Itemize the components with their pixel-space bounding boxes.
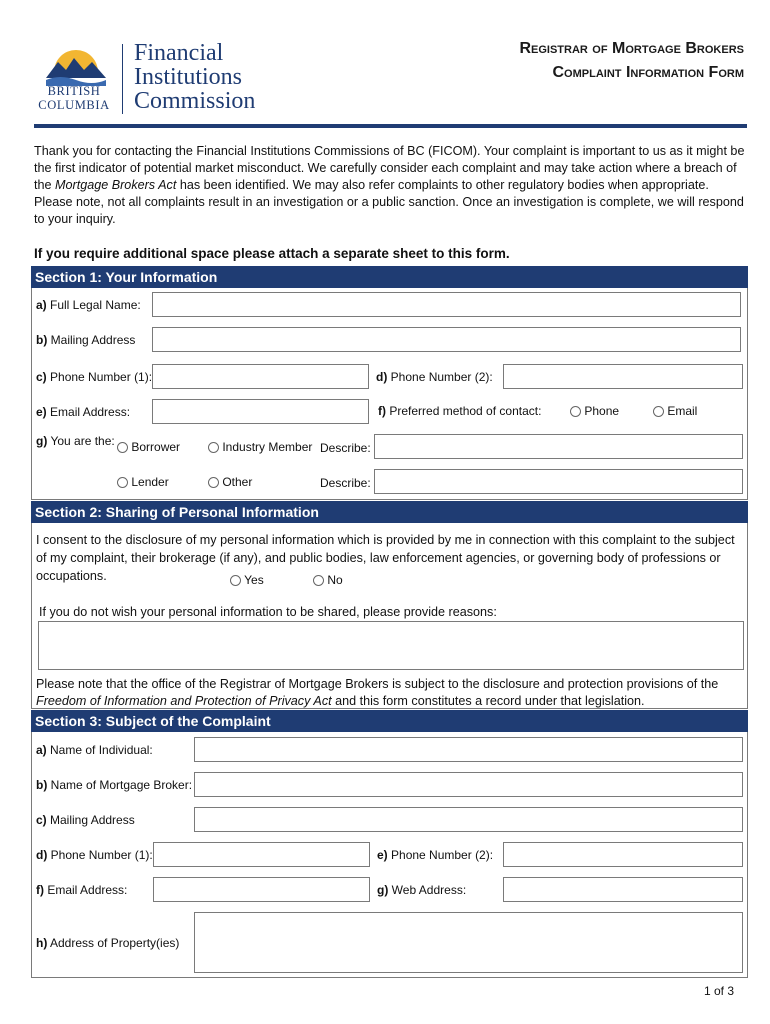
s1-describe2-input[interactable] [374, 469, 743, 494]
section2-header: Section 2: Sharing of Personal Information [31, 501, 748, 523]
s2-privacy-note: Please note that the office of the Registrar of Mortgage Brokers is subject to the disclosure and protection provisions of the Freedom of Information and Protection of Privacy Act and this form constitutes a record under that legislation. [36, 677, 719, 708]
s1-industry-radio[interactable]: Industry Member [208, 440, 312, 454]
intro-act-name: Mortgage Brokers Act [55, 178, 177, 192]
radio-icon[interactable] [208, 442, 219, 453]
section1-header: Section 1: Your Information [31, 266, 748, 288]
s1-b-label: b) Mailing Address [36, 333, 136, 347]
logo-bc-line1: BRITISH [47, 84, 101, 98]
s1-describe2-label: Describe: [320, 476, 371, 490]
s2-privacy-act-name: Freedom of Information and Protection of Privacy Act [36, 694, 332, 708]
radio-icon[interactable] [653, 406, 664, 417]
s1-c-label: c) Phone Number (1): [36, 370, 153, 384]
s1-g-label: g) You are the: [36, 434, 115, 448]
intro-paragraph: Thank you for contacting the Financial Institutions Commissions of BC (FICOM). Your complaint is important to us as it might be the first indicator of potential market misconduct. We carefully consider each complaint and may take action where a breach of the Mortgage Brokers Act has been identified. We may also refer complaints to other regulatory bodies when appropriate. Please note, not all complaints result in an investigation or a public sanction. Once an investigation is complete, we will respond to your inquiry. [34, 144, 745, 226]
logo-org-line2: Institutions [134, 64, 243, 90]
s3-d-label: d) Phone Number (1): [36, 848, 153, 862]
s1-describe1-label: Describe: [320, 441, 371, 455]
s1-d-label: d) Phone Number (2): [376, 370, 493, 384]
s1-lender-radio[interactable]: Lender [117, 475, 169, 489]
radio-icon[interactable] [117, 477, 128, 488]
s3-mailing-address-input[interactable] [194, 807, 743, 832]
s3-email-input[interactable] [153, 877, 370, 902]
s1-email-input[interactable] [152, 399, 369, 424]
additional-space-note: If you require additional space please attach a separate sheet to this form. [34, 246, 510, 261]
s2-reasons-textarea[interactable] [38, 621, 744, 670]
s3-property-address-textarea[interactable] [194, 912, 743, 973]
s1-full-legal-name-input[interactable] [152, 292, 741, 317]
s1-mailing-address-input[interactable] [152, 327, 741, 352]
s3-phone2-input[interactable] [503, 842, 743, 867]
s3-mortgage-broker-input[interactable] [194, 772, 743, 797]
form-title-line2: Complaint Information Form [552, 64, 744, 81]
s3-name-individual-input[interactable] [194, 737, 743, 762]
logo-bc-line2: COLUMBIA [38, 98, 110, 112]
radio-icon[interactable] [570, 406, 581, 417]
radio-icon[interactable] [208, 477, 219, 488]
s1-other-radio[interactable]: Other [208, 475, 252, 489]
s2-yes-radio[interactable]: Yes [230, 573, 264, 587]
s1-borrower-radio[interactable]: Borrower [117, 440, 180, 454]
s3-phone1-input[interactable] [153, 842, 370, 867]
s1-phone1-input[interactable] [152, 364, 369, 389]
s1-contact-email-radio[interactable]: Email [653, 404, 697, 418]
form-title-line1: Registrar of Mortgage Brokers [519, 40, 744, 57]
radio-icon[interactable] [313, 575, 324, 586]
s3-web-address-input[interactable] [503, 877, 743, 902]
s1-e-label: e) Email Address: [36, 405, 131, 419]
s1-a-label: a) Full Legal Name: [36, 298, 141, 312]
logo-org-line1: Financial [134, 40, 224, 66]
logo-org-line3: Commission [134, 88, 256, 114]
s2-no-radio[interactable]: No [313, 573, 343, 587]
s3-h-label: h) Address of Property(ies) [36, 936, 180, 950]
logo-divider [122, 44, 123, 114]
s1-describe1-input[interactable] [374, 434, 743, 459]
radio-icon[interactable] [117, 442, 128, 453]
page-number: 1 of 3 [703, 984, 734, 998]
s3-b-label: b) Name of Mortgage Broker: [36, 778, 193, 792]
s2-consent-text: I consent to the disclosure of my personal information which is provided by me in connection with this complaint to the subject of my complaint, their brokerage (if any), and public bodies, law enforcement agencies, or governing body of professions or occupations. [36, 533, 735, 583]
s3-g-label: g) Web Address: [377, 883, 467, 897]
s3-e-label: e) Phone Number (2): [377, 848, 494, 862]
section3-header: Section 3: Subject of the Complaint [31, 710, 748, 732]
s3-f-label: f) Email Address: [36, 883, 128, 897]
s1-contact-phone-radio[interactable]: Phone [570, 404, 619, 418]
logo [30, 38, 270, 118]
s1-f-label: f) Preferred method of contact: [378, 404, 542, 418]
s3-c-label: c) Mailing Address [36, 813, 135, 827]
s3-a-label: a) Name of Individual: [36, 743, 153, 757]
s1-phone2-input[interactable] [503, 364, 743, 389]
bc-sun-logo-icon [42, 40, 110, 86]
header-rule [34, 124, 747, 128]
s2-reasons-label: If you do not wish your personal information to be shared, please provide reasons: [39, 605, 497, 619]
radio-icon[interactable] [230, 575, 241, 586]
